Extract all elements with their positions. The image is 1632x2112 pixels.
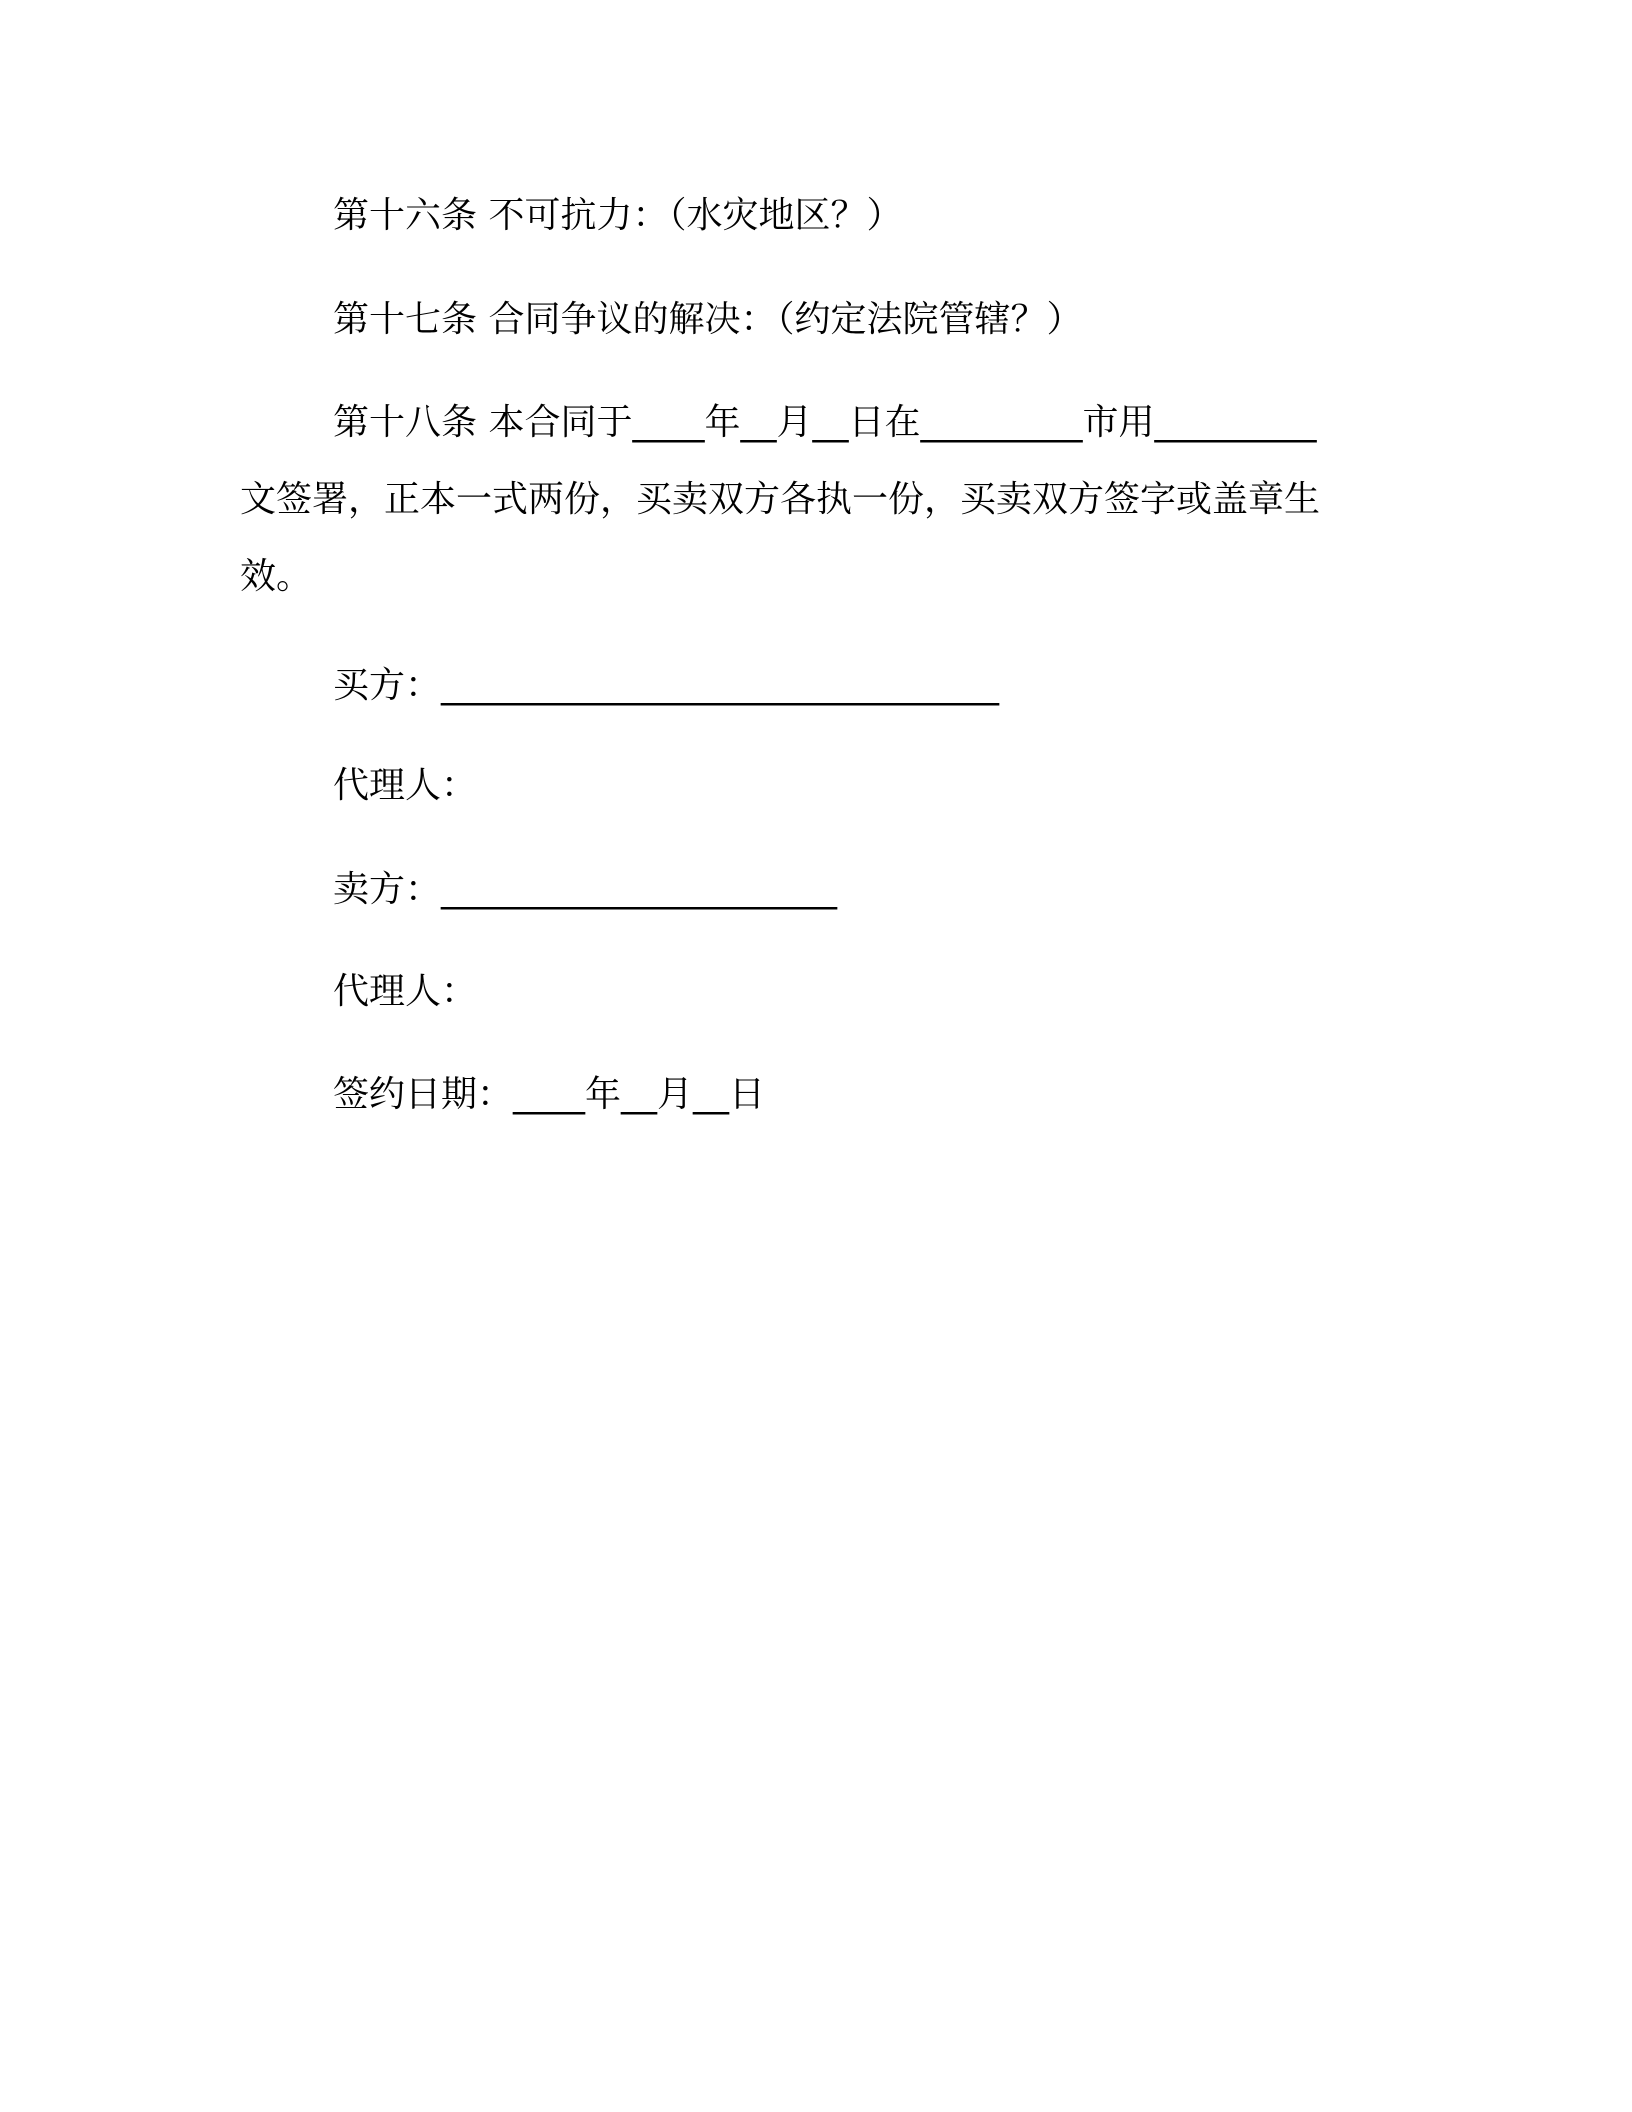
article-18-signing-line-3: 效。 [240,556,313,597]
article-18-signing-line-2: 文签署，正本一式两份，买卖双方各执一份，买卖双方签字或盖章生 [240,479,1321,520]
article-17-dispute-resolution: 第十七条 合同争议的解决：（约定法院管辖？） [333,299,1083,340]
buyer-agent-line: 代理人： [333,765,478,806]
seller-signature-line: 卖方：______________________ [333,869,838,910]
article-16-force-majeure: 第十六条 不可抗力：（水灾地区？） [333,195,903,236]
buyer-signature-line: 买方：_______________________________ [333,665,1000,706]
signing-date-line: 签约日期：____年__月__日 [333,1074,766,1115]
article-18-signing-line-1: 第十八条 本合同于____年__月__日在_________市用_________ [333,402,1317,443]
seller-agent-line: 代理人： [333,971,478,1012]
